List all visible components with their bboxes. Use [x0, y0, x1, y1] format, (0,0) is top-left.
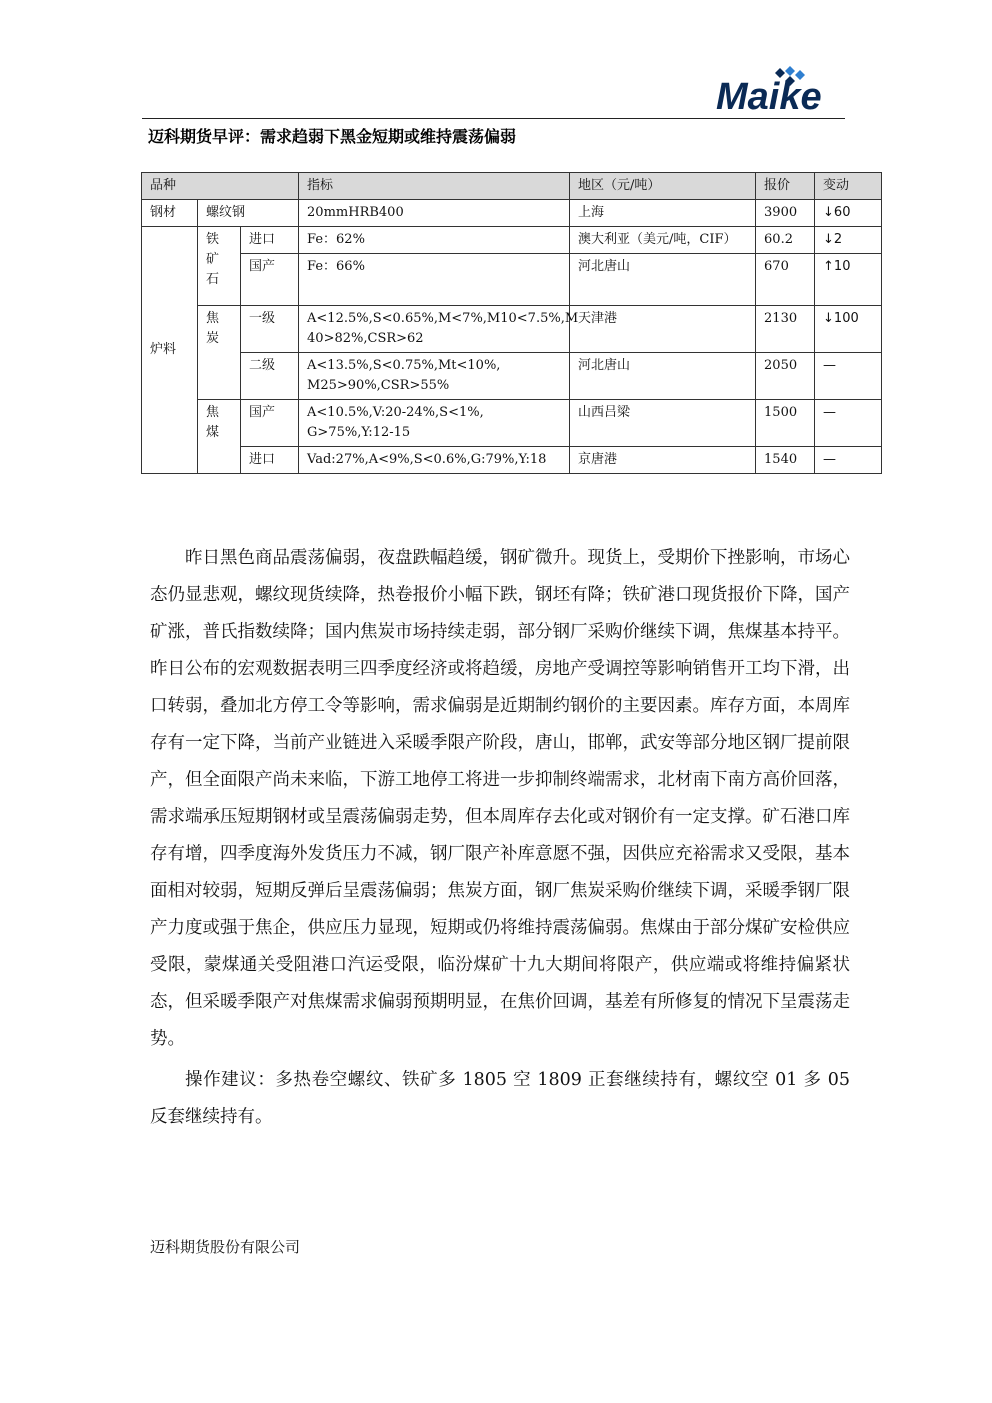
coking-coal-domestic-indicator-line2: G>75%,Y:12-15 — [307, 425, 411, 440]
table-row — [142, 353, 882, 400]
header-change: 变动 — [815, 173, 882, 200]
iron-ore-import-region: 澳大利亚（美元/吨，CIF） — [570, 227, 756, 254]
maike-logo — [710, 66, 850, 118]
market-analysis-paragraph: 昨日黑色商品震荡偏弱，夜盘跌幅趋缓，钢矿微升。现货上，受期价下挫影响，市场心态仍显悲观，螺纹现货续降，热卷报价小幅下跌，钢坯有降；铁矿港口现货报价下降，国产矿涨，普氏指数续降；国内焦炭市场持续走弱，部分钢厂采购价继续下调，焦煤基本持平。昨日公布的宏观数据表明三四季度经济或将趋缓，房地产受调控等影响销售开工均下滑，出口转弱，叠加北方停工令等影响，需求偏弱是近期制约钢价的主要因素。库存方面，本周库存有一定下降，当前产业链进入采暖季限产阶段，唐山，邯郸，武安等部分地区钢厂提前限产，但全面限产尚未来临，下游工地停工将进一步抑制终端需求，北材南下南方高价回落，需求端承压短期钢材或呈震荡偏弱走势，但本周库存去化或对钢价有一定支撑。矿石港口库存有增，四季度海外发货压力不减，钢厂限产补库意愿不强，因供应充裕需求又受限，基本面相对较弱，短期反弹后呈震荡偏弱；焦炭方面，钢厂焦炭采购价继续下调，采暖季钢厂限产力度或强于焦企，供应压力显现，短期或仍将维持震荡偏弱。焦煤由于部分煤矿安检供应受限，蒙煤通关受阻港口汽运受限，临汾煤矿十九大期间将限产，供应端或将维持偏紧状态，但采暖季限产对焦煤需求偏弱预期明显，在焦价回调，基差有所修复的情况下呈震荡走势。 — [150, 548, 850, 1049]
iron-ore-char: 矿 — [206, 252, 220, 267]
iron-ore-domestic-region: 河北唐山 — [570, 254, 756, 306]
company-name: 迈科期货股份有限公司 — [150, 1238, 301, 1256]
coking-coal-domestic-indicator-line1: A<10.5%,V:20-24%,S<1%, — [307, 405, 484, 420]
coking-coal-import-price: 1540 — [756, 447, 815, 474]
table-row — [142, 400, 882, 447]
steel-change: ↓60 — [815, 200, 882, 227]
trading-advice-paragraph: 操作建议：多热卷空螺纹、铁矿多 1805 空 1809 正套继续持有，螺纹空 01 多 05 反套继续持有。 — [150, 1070, 850, 1127]
coke-grade2-price: 2050 — [756, 353, 815, 400]
coke-grade1-indicator-line1: A<12.5%,S<0.65%,M<7%,M10<7.5%,M — [307, 311, 579, 326]
coke-grade1-indicator-line2: 40>82%,CSR>62 — [307, 331, 424, 346]
price-table — [141, 172, 882, 474]
steel-category: 钢材 — [142, 200, 198, 227]
coking-coal-import-indicator: Vad:27%,A<9%,S<0.6%,G:79%,Y:18 — [299, 447, 570, 474]
iron-ore-import-origin: 进口 — [241, 227, 299, 254]
coke-grade1-change: ↓100 — [815, 306, 882, 353]
steel-indicator: 20mmHRB400 — [299, 200, 570, 227]
table-header-row — [142, 173, 882, 200]
coke-char: 炭 — [206, 331, 220, 346]
header-rule — [142, 118, 845, 119]
coking-coal-import-change: — — [815, 447, 882, 474]
coke-grade1-indicator — [299, 306, 579, 353]
iron-ore-domestic-price: 670 — [756, 254, 815, 306]
coke-char: 焦 — [206, 311, 220, 326]
coking-coal-domestic-indicator — [299, 400, 570, 447]
table-row — [142, 306, 882, 353]
coking-coal-char: 煤 — [206, 425, 220, 440]
iron-ore-import-change: ↓2 — [815, 227, 882, 254]
iron-ore-domestic-indicator: Fe：66% — [299, 254, 570, 306]
iron-ore-import-price: 60.2 — [756, 227, 815, 254]
iron-ore-char: 铁 — [206, 232, 220, 247]
coke-grade2-indicator — [299, 353, 570, 400]
steel-price: 3900 — [756, 200, 815, 227]
coke-grade1: 一级 — [241, 306, 299, 353]
coking-coal-label — [198, 400, 241, 474]
coking-coal-domestic-region: 山西吕梁 — [570, 400, 756, 447]
header-variety: 品种 — [142, 173, 299, 200]
coking-coal-domestic-origin: 国产 — [241, 400, 299, 447]
furnace-label: 炉料 — [142, 227, 198, 474]
coke-grade1-region: 天津港 — [570, 306, 756, 353]
coking-coal-import-region: 京唐港 — [570, 447, 756, 474]
coke-grade1-price: 2130 — [756, 306, 815, 353]
table-row — [142, 227, 882, 254]
coke-grade2-change: — — [815, 353, 882, 400]
iron-ore-domestic-change: ↑10 — [815, 254, 882, 306]
coking-coal-import-origin: 进口 — [241, 447, 299, 474]
coke-grade2-region: 河北唐山 — [570, 353, 756, 400]
coke-label — [198, 306, 241, 400]
table-row — [142, 447, 882, 474]
coke-grade2: 二级 — [241, 353, 299, 400]
table-row — [142, 254, 882, 306]
commentary-body — [150, 540, 850, 1136]
steel-region: 上海 — [570, 200, 756, 227]
coking-coal-domestic-price: 1500 — [756, 400, 815, 447]
iron-ore-domestic-origin: 国产 — [241, 254, 299, 306]
header-region: 地区（元/吨） — [570, 173, 756, 200]
table-row — [142, 200, 882, 227]
document-title: 迈科期货早评：需求趋弱下黑金短期或维持震荡偏弱 — [148, 127, 517, 146]
coking-coal-char: 焦 — [206, 405, 220, 420]
coke-grade2-indicator-line2: M25>90%,CSR>55% — [307, 378, 450, 393]
coke-grade2-indicator-line1: A<13.5%,S<0.75%,Mt<10%, — [307, 358, 501, 373]
coking-coal-domestic-change: — — [815, 400, 882, 447]
steel-product: 螺纹钢 — [198, 200, 299, 227]
header-price: 报价 — [756, 173, 815, 200]
iron-ore-import-indicator: Fe：62% — [299, 227, 570, 254]
iron-ore-label — [198, 227, 241, 306]
logo-wordmark: Maike — [716, 76, 822, 118]
header-indicator: 指标 — [299, 173, 570, 200]
iron-ore-char: 石 — [206, 272, 220, 287]
